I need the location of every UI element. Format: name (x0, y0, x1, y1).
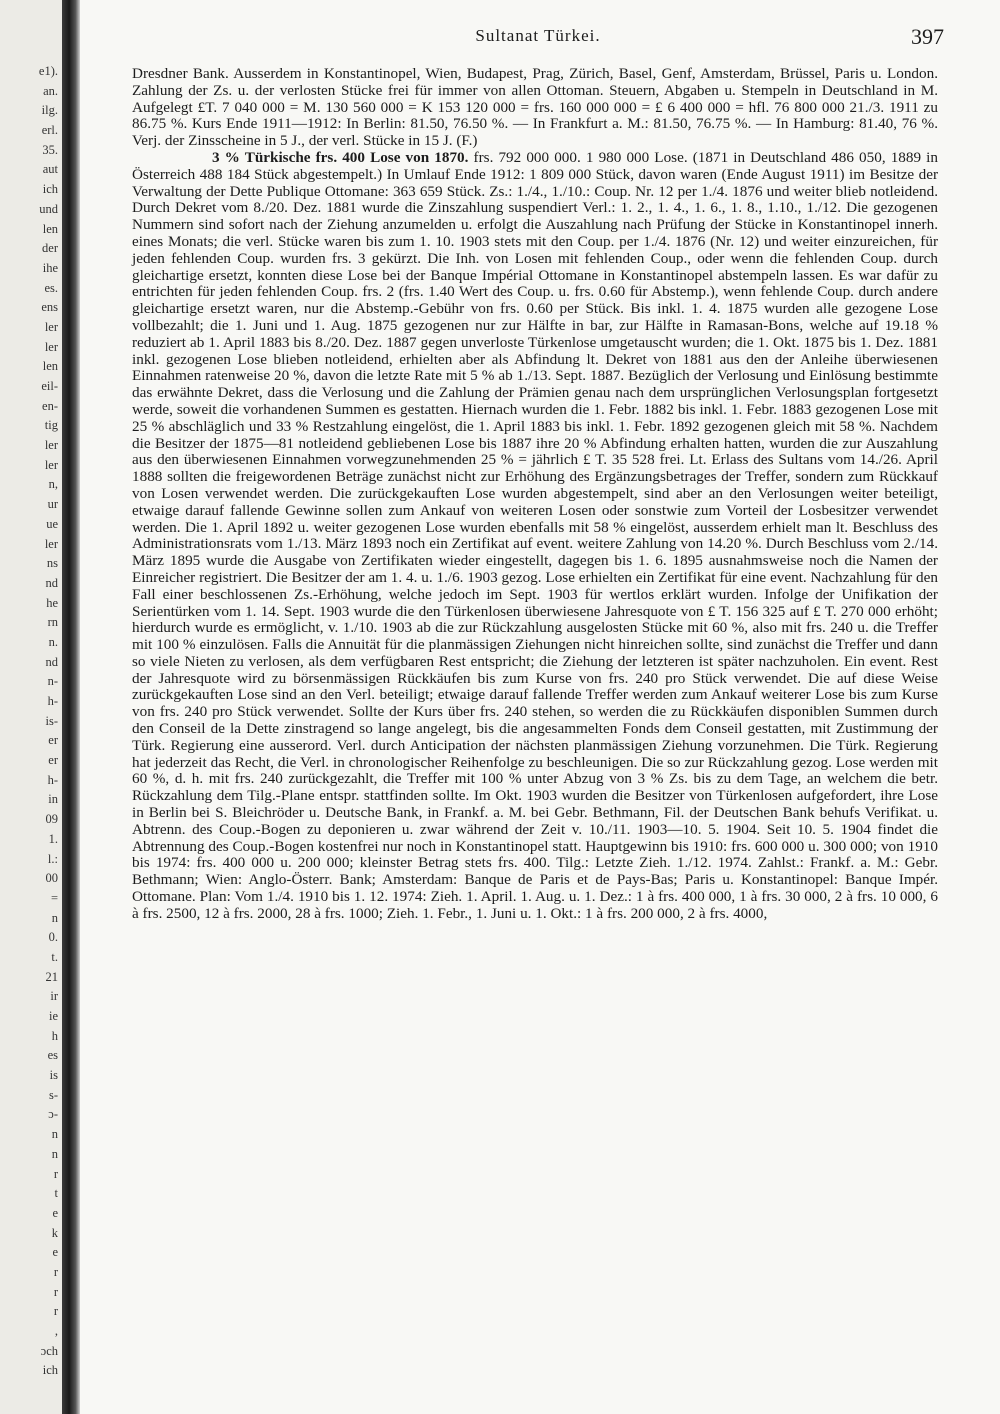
previous-page-fragment: aut (42, 162, 58, 177)
previous-page-fragment: tig (44, 418, 58, 433)
previous-page-fragment: len (42, 359, 58, 374)
previous-page-fragment: in (48, 792, 58, 807)
previous-page-fragment: n (51, 910, 58, 925)
previous-page-fragment: n- (47, 674, 58, 689)
previous-page-fragment: es. (44, 280, 58, 295)
previous-page-fragment: r (53, 1166, 58, 1181)
previous-page-fragment: er (48, 733, 58, 748)
previous-page-fragment: er (48, 753, 58, 768)
previous-page-fragment: t (54, 1186, 58, 1201)
previous-page-fragment: ler (44, 457, 58, 472)
previous-page-fragment: 0. (48, 930, 58, 945)
previous-page-fragment: 1. (48, 831, 58, 846)
previous-page-fragment: der (42, 241, 58, 256)
previous-page-fragment: ɔch (40, 1343, 58, 1358)
previous-page-fragment: eil- (41, 379, 58, 393)
previous-page-fragment: nd (45, 575, 58, 590)
previous-page-fragment: 00 (45, 871, 58, 886)
previous-page-fragment: s- (48, 1087, 58, 1102)
previous-page-fragment: r (53, 1304, 58, 1319)
previous-page-fragment: ilg. (41, 103, 58, 118)
previous-page-fragment: 09 (45, 812, 58, 827)
previous-page-fragment: len (42, 221, 58, 236)
entry-text: frs. 792 000 000. 1 980 000 Lose. (1871 in Deutschland 486 050, 1889 in Österreich 488 184 Stück abgestempelt.) In Umlauf Ende 1912: 1 809 000 Stück, davon waren (Ende August 1911) im Besitze der Verwaltung der Dette Publique Ottomane: 363 659 Stück. Zs.: 1./4., 1./10.: Coup. Nr. 12 per 1./4. 1876 und weiter blieb notleidend. Durch Dekret vom 8./20. Dez. 1881 wurde die Zinszahlung suspendiert Verl.: 1. 2., 1. 4., 1. 6., 1. 8., 1.10., 1./12. Die gezogenen Nummern sind sofort nach der Ziehung anzumelden u. erfolgt die Auszahlung nach Prüfung der Stücke in Konstantinopel innerh. eines Monats; die verl. Stücke waren bis zum 1. 10. 1903 stets mit den Coup. per 1./4. 1876 (Nr. 12) und weiter einzureichen, für jeden fehlenden Coup. wurden frs. 3 gekürzt. Die Inh. von Losen mit fehlenden Coup., oder wenn die fehlenden Coup. durch gleichartige ersetzt, konnten diese Lose bei der Banque Impérial Ottomane in Konstantinopel abstempeln lassen. Es war dafür zu entrichten für jeden fehlenden Coup. frs. 2 (frs. 1.40 Wert des Coup. u. frs. 0.60 für Abstemp.), wenn fehlende Coup. durch andere gleichartige ersetzt waren, nur die Abstemp.-Gebühr von frs. 0.60 per Stück. Bis inkl. 1. 4. 1875 wurden alle gezogene Lose vollbezahlt; die 1. Juni und 1. Aug. 1875 gezogenen nur zur Hälfte in bar, zur Hälfte in Ramasan-Bons, welche auf 19.18 % reduziert ab 1. April 1883 bis 8./20. Dez. 1887 gegen unverloste Türkenlose umgetauscht wurden; die 1. Okt. 1875 bis 1. Dez. 1881 inkl. gezogenen Lose blieben notleidend, erhielten aber als Abfindung lt. Dekret von 1881 aus den der Anleihe überwiesenen Einnahmen ratenweise 20 %, davon die letzte Rate mit 5 % ab 1./13. Sept. 1887. Bezüglich der Verlosung und Einlösung bestimmte das erwähnte Dekret, dass die Verlosung und die Zahlung der Prämien genau nach dem ursprünglichen Verlosungsplan fortgesetzt werde, soweit die vorhandenen Summen es gestatten. Hiernach wurden die 1. Febr. 1882 bis inkl. 1. Febr. 1883 gezogenen Lose mit 25 % abschläglich und 33 % Restzahlung eingelöst, die 1. April 1883 bis inkl. 1. Febr. 1892 gezogenen gleich mit 58 %. Nachdem die Besitzer der 1875—81 notleidend gebliebenen Lose bis 1887 ihre 20 % Abfindung erhalten hatten, wurden die zur Auszahlung aus den überwiesenen Einnahmen vorwegzunehmenden 25 % = jährlich £ T. 35 528 frei. Lt. Erlass des Sultans vom 14./26. April 1888 sollten die freigewordenen Beträge zunächst nicht zur Erhöhung des Ergänzungsbetrages der Treffer, sondern zum Rückkauf von Losen verwendet werden. Die zurückgekauften Lose wurden abgestempelt, sind aber an den Verlosungen weiter beteiligt, etwaige darauf fallende Gewinne sollen zum Ankauf von weiteren Losen oder sonstwie zum Vorteil der Losbesitzer verwendet werden. Die 1. April 1892 u. weiter gezogenen Lose wurden ebenfalls mit 58 % eingelöst, ausserdem erhielt man lt. Beschluss des Administrationsrats vom 1./13. März 1893 noch ein Zertifikat auf event. weitere Zahlung von 14.20 %. Durch Beschluss vom 2./14. März 1895 wurde die Ausgabe von Zertifikaten wieder eingestellt, dagegen bis 1. 6. 1895 ausnahmsweise noch die Namen der Einreicher registriert. Die Besitzer der am 1. 4. u. 1./6. 1903 gezog. Lose erhielten ein Zertifikat für eine event. Nachzahlung für den Fall einer beschlossenen Zs.-Erhöhung, welche jedoch im Sept. 1903 für wertlos erklärt wurden. Infolge der Unifikation der Serientürken vom 1. 14. Sept. 1903 wurde die den Türkenlosen überwiesene Jahresquote von £ T. 156 325 auf £ T. 270 000 erhöht; hierdurch wurde es ermöglicht, v. 1./10. 1903 ab die zur Rückzahlung ausgelosten Stücke mit 60 %, also mit frs. 240 u. die Treffer mit 100 % einzulösen. Falls die Annuität für die planmässigen Ziehungen nicht hinreichen sollte, sind zunächst die Treffer und dann so viele Nieten zu verlosen, als dem verfügbaren Rest entspricht; die Ziehung der letzteren ist später nachzuholen. Ein event. Rest der Jahresquote wird zu börsenmässigen Rückkäufen bis zum Kurse von frs. 240 pro Stück verwendet. Die auf diese Weise zurückgekauften Lose sind an den Verl. beteiligt; etwaige darauf fallende Treffer werden zum Ankauf weiterer Lose bis zum Kurse von frs. 240 pro Stück verwendet. Sollte der Kurs über frs. 240 stehen, so werden die zu Rückkäufen disponiblen Summen durch den Conseil de la Dette zinstragend so lange angelegt, bis die angesammelten Fonds dem Conseil gestatten, mit Zustimmung der Türk. Regierung eine ausserord. Verl. durch Anticipation der nächsten planmässigen Ziehung vorzunehmen. Die Türk. Regierung hat jederzeit das Recht, die Verl. in chronologischer Reihenfolge zu beschleunigen. Die so zur Rückzahlung gezog. Lose werden mit 60 %, d. h. mit frs. 240 zurückgezahlt, die Treffer mit 100 % unter Abzug von 3 % Zs. bis zu dem Tage, an welchem die betr. Rückzahlung dem Tilg.-Plane entspr. stattfinden sollte. Im Okt. 1903 wurden die Besitzer von Türkenlosen aufgefordert, ihre Lose in Berlin bei S. Bleichröder u. Deutsche Bank, in Frankf. a. M. bei Gebr. Bethmann, Fil. der Deutschen Bank behufs Verifikat. u. Abtrenn. des Coup.-Bogen zu deponieren u. zwar während der Zeit v. 10./11. 1903—10. 5. 1904. Seit 10. 5. 1904 findet die Abtrennung des Coup.-Bogen kostenfrei nur noch in Konstantinopel statt. Hauptgewinn bis 1910: frs. 600 000 u. 300 000; von 1910 bis 1974: frs. 400 000 u. 200 000; kleinster Betrag stets frs. 400. Tilg.: Letzte Zieh. 1./12. 1974. Zahlst.: Frankf. a. M.: Gebr. Bethmann; Wien: Anglo-Österr. Bank; Amsterdam: Banque de Paris et de Pays-Bas; Paris u. Konstantinopel: Banque Impér. Ottomane. Plan: Vom 1./4. 1910 bis 1. 12. 1974: Zieh. 1. April. 1. Aug. u. 1. Dez.: 1 à frs. 400 000, 1 à frs. 30 000, 2 à frs. 10 000, 6 à frs. 2500, 12 à frs. 2000, 28 à frs. 1000; Zieh. 1. Febr., 1. Juni u. 1. Okt.: 1 à frs. 200 000, 2 à frs. 4000, (132, 148, 938, 922)
previous-page-fragment: ler (44, 438, 58, 453)
previous-page-fragment: n (51, 1146, 58, 1161)
previous-page-fragment: en- (42, 398, 58, 413)
previous-page-fragment: n. (48, 634, 58, 649)
previous-page-fragment: 35. (42, 142, 58, 157)
previous-page-fragment: = (50, 890, 58, 905)
previous-page-fragment: an. (43, 83, 58, 98)
running-head (132, 26, 944, 50)
previous-page-fragment: h (51, 1028, 58, 1043)
previous-page-margin (0, 0, 62, 1414)
previous-page-fragment: e (52, 1205, 58, 1220)
body-text (132, 66, 938, 923)
previous-page-fragment: e (52, 1245, 58, 1260)
entry-heading: 3 % Türkische frs. 400 Lose von 1870. (212, 148, 469, 166)
previous-page-fragment: ɔ- (48, 1107, 58, 1122)
previous-page-fragment: r (53, 1264, 58, 1279)
previous-page-fragment: is (49, 1068, 58, 1083)
previous-page-fragment: l.: (47, 851, 58, 866)
previous-page-fragment: ler (44, 319, 58, 334)
previous-page-fragment: is- (45, 713, 58, 728)
paragraph-tuerkische-lose (132, 150, 938, 923)
previous-page-fragment: nd (45, 654, 58, 669)
previous-page-fragment: e1). (38, 64, 58, 78)
previous-page-fragment: , (54, 1324, 58, 1338)
running-title: Sultanat Türkei. (475, 26, 601, 45)
previous-page-fragment: und (39, 201, 58, 216)
previous-page-fragment: ich (42, 1363, 58, 1378)
previous-page-fragment: es (47, 1048, 58, 1063)
previous-page-fragment: ich (42, 182, 58, 197)
previous-page-fragment: ie (48, 1009, 58, 1023)
previous-page-fragment: r (53, 1284, 58, 1299)
previous-page-fragment: h- (47, 694, 58, 708)
previous-page-fragment: 21 (45, 969, 58, 984)
page-number: 397 (911, 24, 944, 49)
book-gutter (62, 0, 80, 1414)
previous-page-fragment: n (51, 1127, 58, 1142)
previous-page-fragment: erl. (41, 123, 58, 138)
previous-page-fragment: ns (46, 556, 58, 571)
previous-page-fragment: h- (47, 772, 58, 787)
previous-page-fragments (2, 62, 58, 1381)
previous-page-fragment: ue (46, 516, 58, 531)
previous-page-fragment: ir (50, 989, 58, 1004)
book-page (80, 0, 1000, 1414)
previous-page-fragment: n, (48, 477, 58, 492)
previous-page-fragment: ler (44, 536, 58, 551)
previous-page-fragment: ens (41, 300, 58, 315)
previous-page-fragment: ler (44, 339, 58, 354)
paragraph-dresdner-bank: Dresdner Bank. Ausserdem in Konstantinopel, Wien, Budapest, Prag, Zürich, Basel, Genf, Amsterdam, Brüssel, Paris u. London. Zahlung der Zs. u. der verlosten Stücke frei für immer von allen Ottoman. Steuern, Abgaben u. Stempeln in Deutschland in M. Aufgelegt £T. 7 040 000 = M. 130 560 000 = K 153 120 000 = frs. 160 000 000 = £ 6 400 000 = hfl. 76 800 000 21./3. 1911 zu 86.75 %. Kurs Ende 1911—1912: In Berlin: 81.50, 76.50 %. — In Frankfurt a. M.: 81.50, 76.75 %. — In Hamburg: 81.40, 76 %. Verj. der Zinsscheine in 5 J., der verl. Stücke in 15 J. (F.) (132, 65, 938, 150)
previous-page-fragment: he (46, 595, 58, 610)
previous-page-fragment: ihe (42, 260, 58, 275)
previous-page-fragment: ur (47, 497, 58, 512)
previous-page-fragment: rn (47, 615, 58, 630)
previous-page-fragment: k (51, 1225, 58, 1240)
previous-page-fragment: t. (51, 949, 58, 964)
